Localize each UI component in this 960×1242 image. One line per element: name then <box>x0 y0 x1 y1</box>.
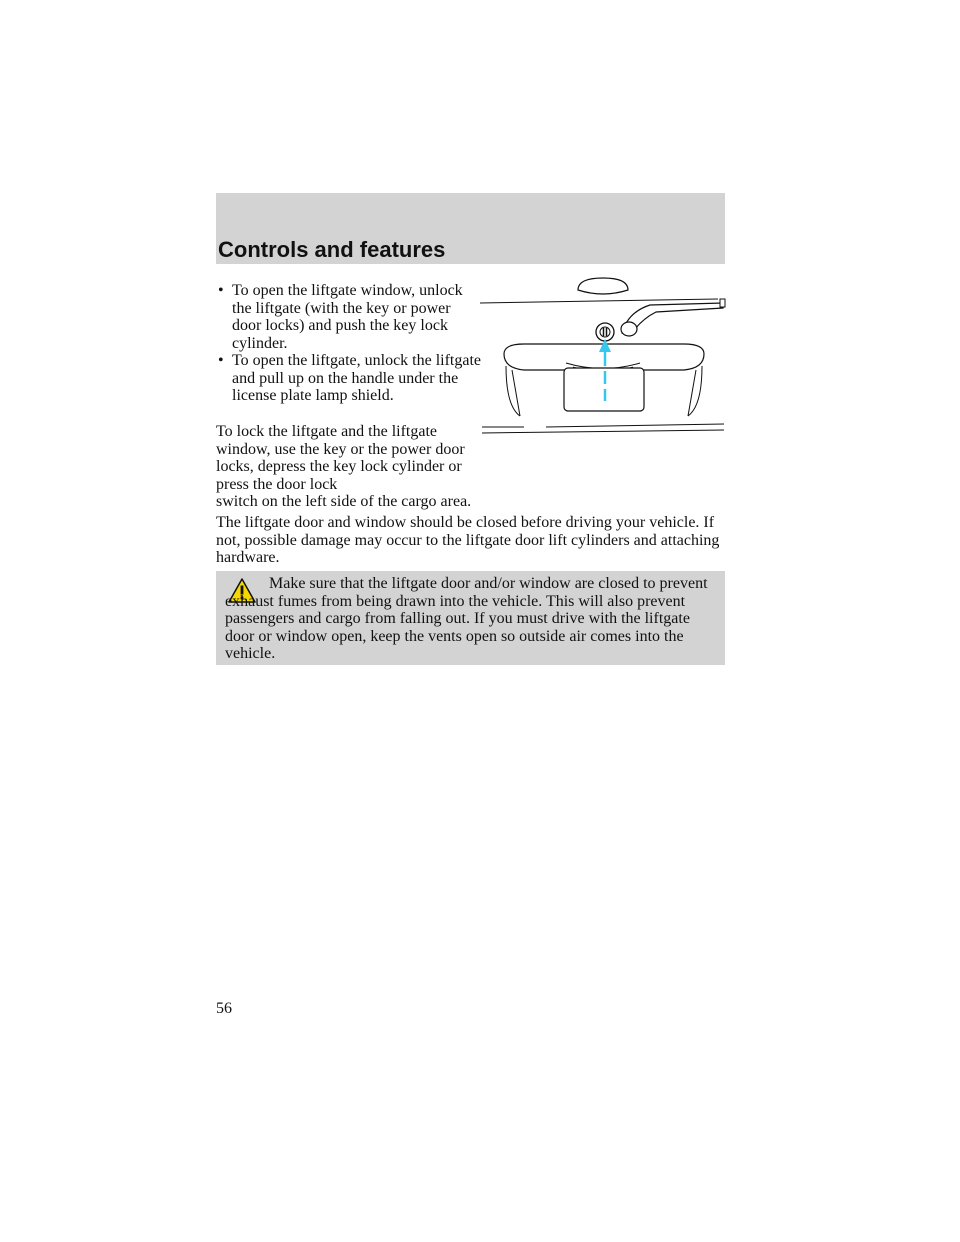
bullet-marker: • <box>218 352 224 369</box>
bullet-marker: • <box>218 282 224 299</box>
paragraph-lock-continued: switch on the left side of the cargo area. <box>216 493 472 510</box>
bullet-text: To open the liftgate, unlock the liftgate and pull up on the handle under the license plate lamp shield. <box>232 352 482 404</box>
paragraph-lock: To lock the liftgate and the liftgate window, use the key or the power door locks, depress the key lock cylinder or press the door lock <box>216 423 465 493</box>
warning-box <box>216 571 725 665</box>
page-number: 56 <box>216 1000 232 1017</box>
liftgate-illustration <box>478 276 728 444</box>
paragraph-closed-before-driving: The liftgate door and window should be closed before driving your vehicle. If not, possible damage may occur to the liftgate door lift cylinders and attaching hardware. <box>216 514 720 566</box>
section-title: Controls and features <box>218 237 446 262</box>
warning-text: Make sure that the liftgate door and/or window are closed to prevent exhaust fumes from being drawn into the vehicle. This will also prevent passengers and cargo from falling out. If you must drive with the liftgate door or window open, keep the vents open so outside air comes into the vehicle. <box>225 575 708 662</box>
bullet-text: To open the liftgate window, unlock the liftgate (with the key or power door locks) and push the key lock cylinder. <box>232 282 463 352</box>
